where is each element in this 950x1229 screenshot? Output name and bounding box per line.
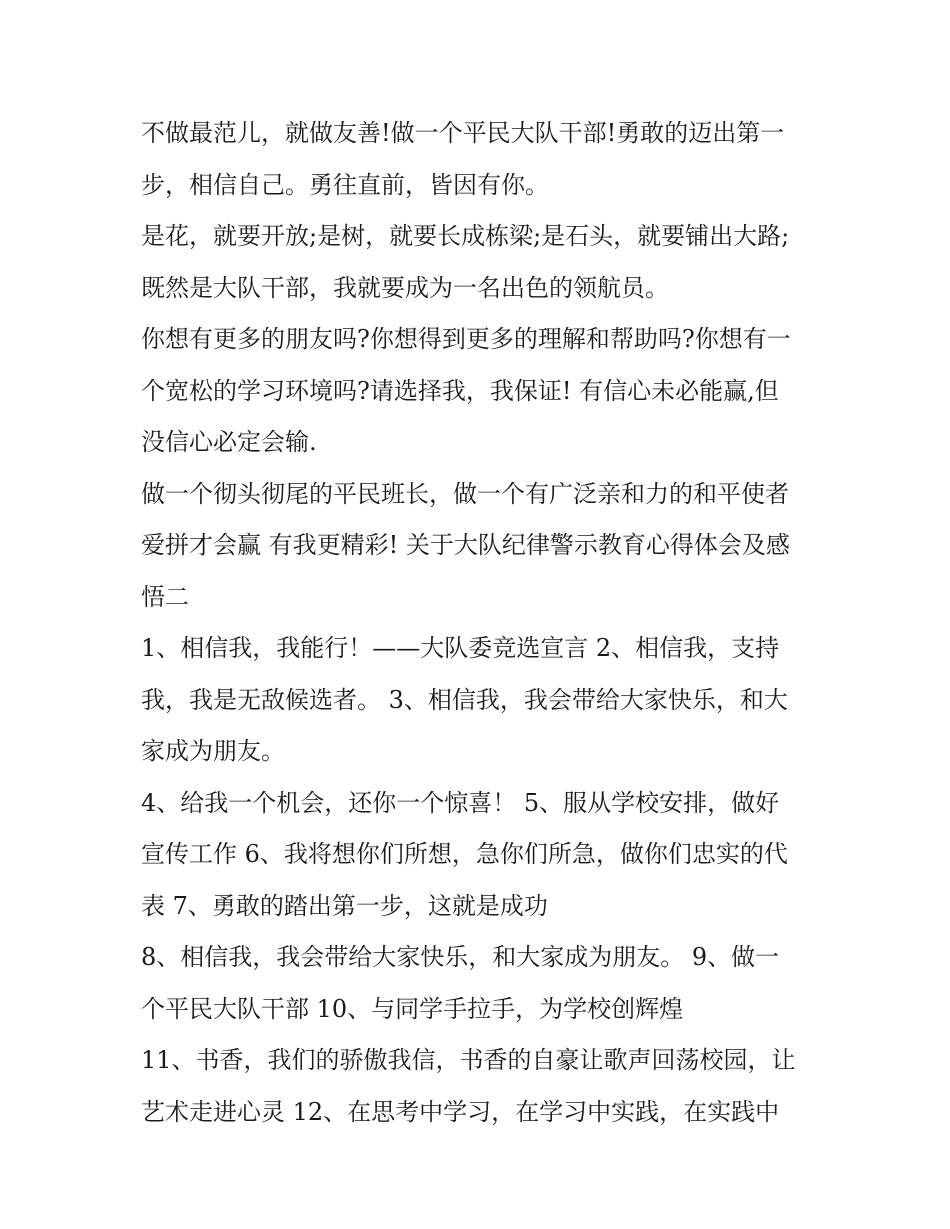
- text-line: 爱拼才会赢 有我更精彩! 关于大队纪律警示教育心得体会及感: [141, 531, 790, 559]
- text-line: 不做最范儿，就做友善!做一个平民大队干部!勇敢的迈出第一: [141, 119, 785, 147]
- text-line: 步，相信自己。勇往直前，皆因有你。: [141, 170, 549, 199]
- text-line: 宣传工作 6、我将想你们所想，急你们所急，做你们忠实的代: [141, 840, 788, 868]
- text-line: 个平民大队干部 10、与同学手拉手，为学校创辉煌: [141, 994, 684, 1023]
- text-line: 4、给我一个机会，还你一个惊喜！ 5、服从学校安排，做好: [141, 788, 780, 817]
- text-line: 艺术走进心灵 12、在思考中学习，在学习中实践，在实践中: [141, 1097, 780, 1126]
- text-line: 是花，就要开放;是树，就要长成栋梁;是石头，就要铺出大路;: [141, 222, 790, 250]
- text-line: 家成为朋友。: [141, 737, 285, 765]
- document-body: [141, 108, 821, 1138]
- text-line: 个宽松的学习环境吗?请选择我，我保证! 有信心未必能赢,但: [141, 376, 779, 405]
- text-line: 我，我是无敌候选者。 3、相信我，我会带给大家快乐，和大: [141, 685, 788, 714]
- text-line: 悟二: [141, 582, 189, 611]
- text-line: 你想有更多的朋友吗?你想得到更多的理解和帮助吗?你想有一: [141, 325, 791, 353]
- text-line: 做一个彻头彻尾的平民班长，做一个有广泛亲和力的和平使者: [141, 479, 789, 508]
- text-line: 1、相信我，我能行！——大队委竞选宣言 2、相信我，支持: [141, 634, 780, 662]
- text-line: 既然是大队干部，我就要成为一名出色的领航员。: [141, 273, 669, 302]
- text-line: 8、相信我，我会带给大家快乐，和大家成为朋友。 9、做一: [141, 943, 780, 971]
- text-line: 表 7、勇敢的踏出第一步，这就是成功: [141, 891, 548, 920]
- text-line: 11、书香，我们的骄傲我信，书香的自豪让歌声回荡校园，让: [141, 1046, 796, 1074]
- text-line: 没信心必定会输.: [141, 428, 317, 456]
